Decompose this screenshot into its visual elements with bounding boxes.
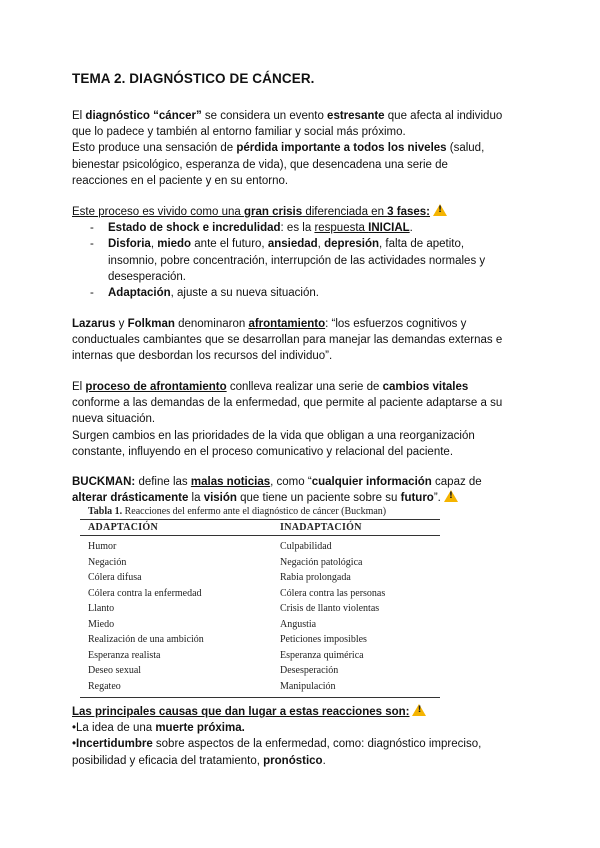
table-cell: Esperanza quimérica — [280, 649, 364, 661]
buckman-paragraph: BUCKMAN: define las malas noticias, como “cualquier información capaz de alterar drásticamente la visión que tiene un paciente sobre su futuro”.! — [72, 474, 532, 506]
page-title: TEMA 2. DIAGNÓSTICO DE CÁNCER. — [72, 71, 315, 86]
table-cell: Regateo — [88, 680, 121, 692]
table-caption: Tabla 1. Reacciones del enfermo ante el diagnóstico de cáncer (Buckman) — [88, 506, 387, 517]
afrontamiento-paragraph: El proceso de afrontamiento conlleva realizar una serie de cambios vitales conforme a las demandas de la enfermedad, que permite al paciente adaptarse a su nueva situación. Surgen cambios en las prioridades de la vida que obligan a una reorganización constante, influyendo en el proceso comunicativo y relacional del paciente. — [72, 381, 503, 458]
table-rule — [80, 697, 440, 698]
list-item: •Incertidumbre sobre aspectos de la enfermedad, como: diagnóstico impreciso, — [72, 738, 482, 751]
table-cell: Llanto — [88, 603, 115, 614]
table-cell: Manipulación — [280, 680, 336, 692]
lazarus-paragraph: Lazarus y Folkman denominaron afrontamiento: “los esfuerzos cognitivos y conductuales cambiantes que se desarrollan para manejar las demandas externas e internas que desbordan los recursos del individuo”. — [72, 318, 503, 363]
table-cell: Cólera contra la enfermedad — [88, 587, 202, 599]
table-cell: Negación — [88, 556, 127, 568]
table-cell: Angustia — [280, 618, 317, 630]
table-cell: Rabia prolongada — [280, 572, 351, 583]
table-cell: Realización de una ambición — [88, 634, 204, 645]
table-header-adaptacion: ADAPTACIÓN — [88, 522, 159, 533]
list-item: - Adaptación, ajuste a su nueva situación. — [72, 285, 532, 301]
table-cell: Cólera contra las personas — [280, 587, 386, 599]
table-cell: Deseo sexual — [88, 665, 142, 676]
table-header-inadaptacion: INADAPTACIÓN — [280, 522, 362, 533]
list-item: - Disforia, miedo ante el futuro, ansiedad, depresión, falta de apetito, insomnio, pobre concentración, interrupción de las actividades normales y desesperación. — [72, 236, 532, 285]
table-cell: Peticiones imposibles — [280, 634, 367, 645]
table-cell: Desesperación — [280, 665, 339, 676]
table-cell: Crisis de llanto violentas — [280, 603, 380, 614]
list-item: - Estado de shock e incredulidad: es la respuesta INICIAL. — [72, 220, 532, 236]
list-item: •La idea de una muerte próxima. — [72, 722, 245, 735]
table-cell: Humor — [88, 541, 117, 552]
table-cell: Culpabilidad — [280, 541, 332, 552]
table-cell: Cólera difusa — [88, 572, 142, 583]
table-cell: Negación patológica — [280, 556, 363, 568]
table-rule — [80, 519, 440, 520]
buckman-reactions-table — [80, 506, 440, 698]
causas-heading: Las principales causas que dan lugar a estas reacciones son:! — [72, 704, 532, 720]
warning-icon — [412, 704, 426, 716]
crisis-heading: Este proceso es vivido como una gran crisis diferenciada en 3 fases:! — [72, 204, 532, 220]
table-cell: Miedo — [88, 618, 115, 630]
phases-list — [72, 220, 532, 301]
table-rule — [80, 535, 440, 536]
warning-icon — [444, 490, 458, 502]
table-cell: Esperanza realista — [88, 649, 161, 661]
causas-section — [72, 704, 532, 769]
crisis-section — [72, 204, 532, 301]
intro-paragraph: El diagnóstico “cáncer” se considera un evento estresante que afecta al individuo que lo padece y también al entorno familiar y social más próximo. Esto produce una sensación de pérdida importante a todos los niveles (salud, bienestar psicológico, esperanza de vida), que desencadena una serie de reacciones en el paciente y en su entorno. — [72, 110, 503, 187]
warning-icon — [433, 204, 447, 216]
table-column-inadaptacion — [280, 539, 385, 694]
table-column-adaptacion — [88, 539, 204, 694]
list-item-continuation: posibilidad y eficacia del tratamiento, pronóstico. — [72, 754, 326, 767]
